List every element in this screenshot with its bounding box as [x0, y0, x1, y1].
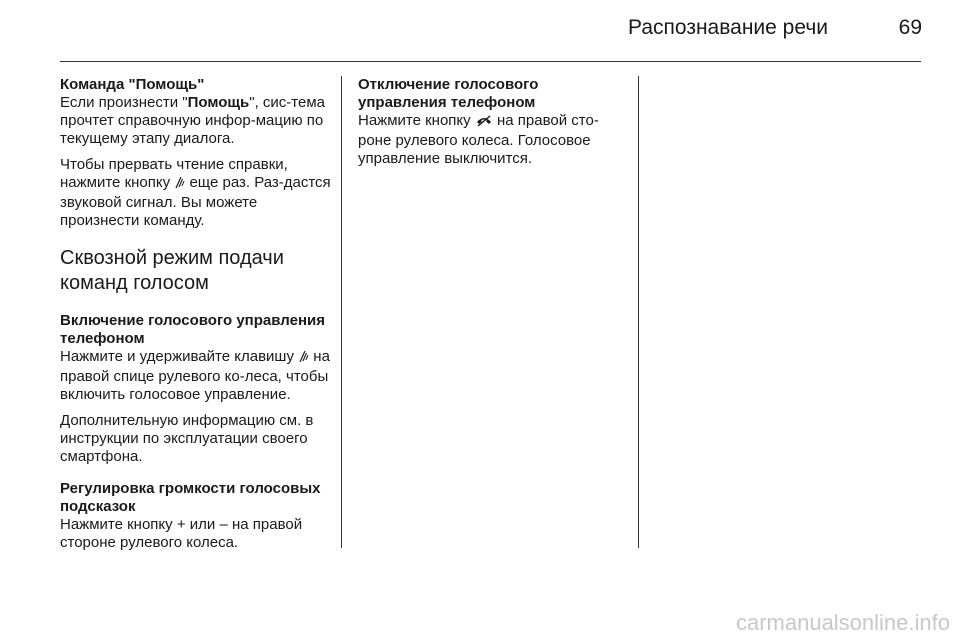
help-p1-before: Если произнести ": [60, 94, 188, 111]
disable-p1-before: Нажмите кнопку: [358, 112, 471, 129]
help-p2-after: еще раз. Раз-дастся звуковой сигнал. Вы можете произнести команду.: [60, 174, 331, 229]
page-title: Распознавание речи: [628, 16, 828, 39]
disable-paragraph: [358, 112, 630, 168]
disable-p1-after: на правой сто-роне рулевого колеса. Голосовое управление выключится.: [358, 112, 599, 167]
page-number: 69: [898, 16, 922, 39]
column-divider-2: [638, 76, 639, 548]
enable-voice-block: [60, 312, 332, 466]
column-divider-1: [341, 76, 342, 548]
enable-p1-after: на правой спице рулевого ко-леса, чтобы включить голосовое управление.: [60, 348, 330, 403]
help-command-block: [60, 76, 332, 230]
help-p2-before: Чтобы прервать чтение справки, нажмите кнопку: [60, 156, 288, 191]
watermark: carmanualsonline.info: [735, 610, 950, 635]
voice-command-icon: [298, 349, 309, 368]
minus-button-symbol: –: [219, 516, 228, 533]
section-title: Сквозной режим подачи команд голосом: [60, 247, 284, 294]
volume-p1-before: Нажмите кнопку: [60, 516, 173, 533]
help-heading: Команда "Помощь": [60, 76, 205, 93]
plus-button-symbol: +: [176, 516, 186, 533]
page-header: [0, 0, 960, 62]
voice-command-icon: [174, 175, 185, 194]
help-p1-bold: Помощь: [187, 94, 250, 111]
enable-heading: Включение голосового управления телефоном: [60, 312, 325, 347]
volume-p1-after: на правой стороне рулевого колеса.: [60, 516, 303, 551]
disable-voice-block: [358, 76, 630, 168]
enable-p1-before: Нажмите и удерживайте клавишу: [60, 348, 294, 365]
phone-hangup-icon: [475, 114, 493, 132]
header-rule: [60, 61, 921, 62]
volume-block: [60, 480, 332, 552]
column-left: [60, 76, 332, 566]
help-p1-after: ", сис-тема прочтет справочную инфор-мацию по текущему этапу диалога.: [60, 94, 325, 147]
help-paragraph-1: [60, 94, 332, 148]
volume-paragraph: [60, 516, 332, 552]
volume-heading: Регулировка громкости голосовых подсказок: [60, 480, 321, 515]
column-middle: [358, 76, 630, 182]
volume-p1-mid: или: [189, 516, 216, 533]
enable-paragraph-2: Дополнительную информацию см. в инструкции по эксплуатации своего смартфона.: [60, 412, 314, 465]
disable-heading: Отключение голосового управления телефоном: [358, 76, 539, 111]
help-paragraph-2: [60, 156, 332, 230]
enable-paragraph-1: [60, 348, 332, 404]
